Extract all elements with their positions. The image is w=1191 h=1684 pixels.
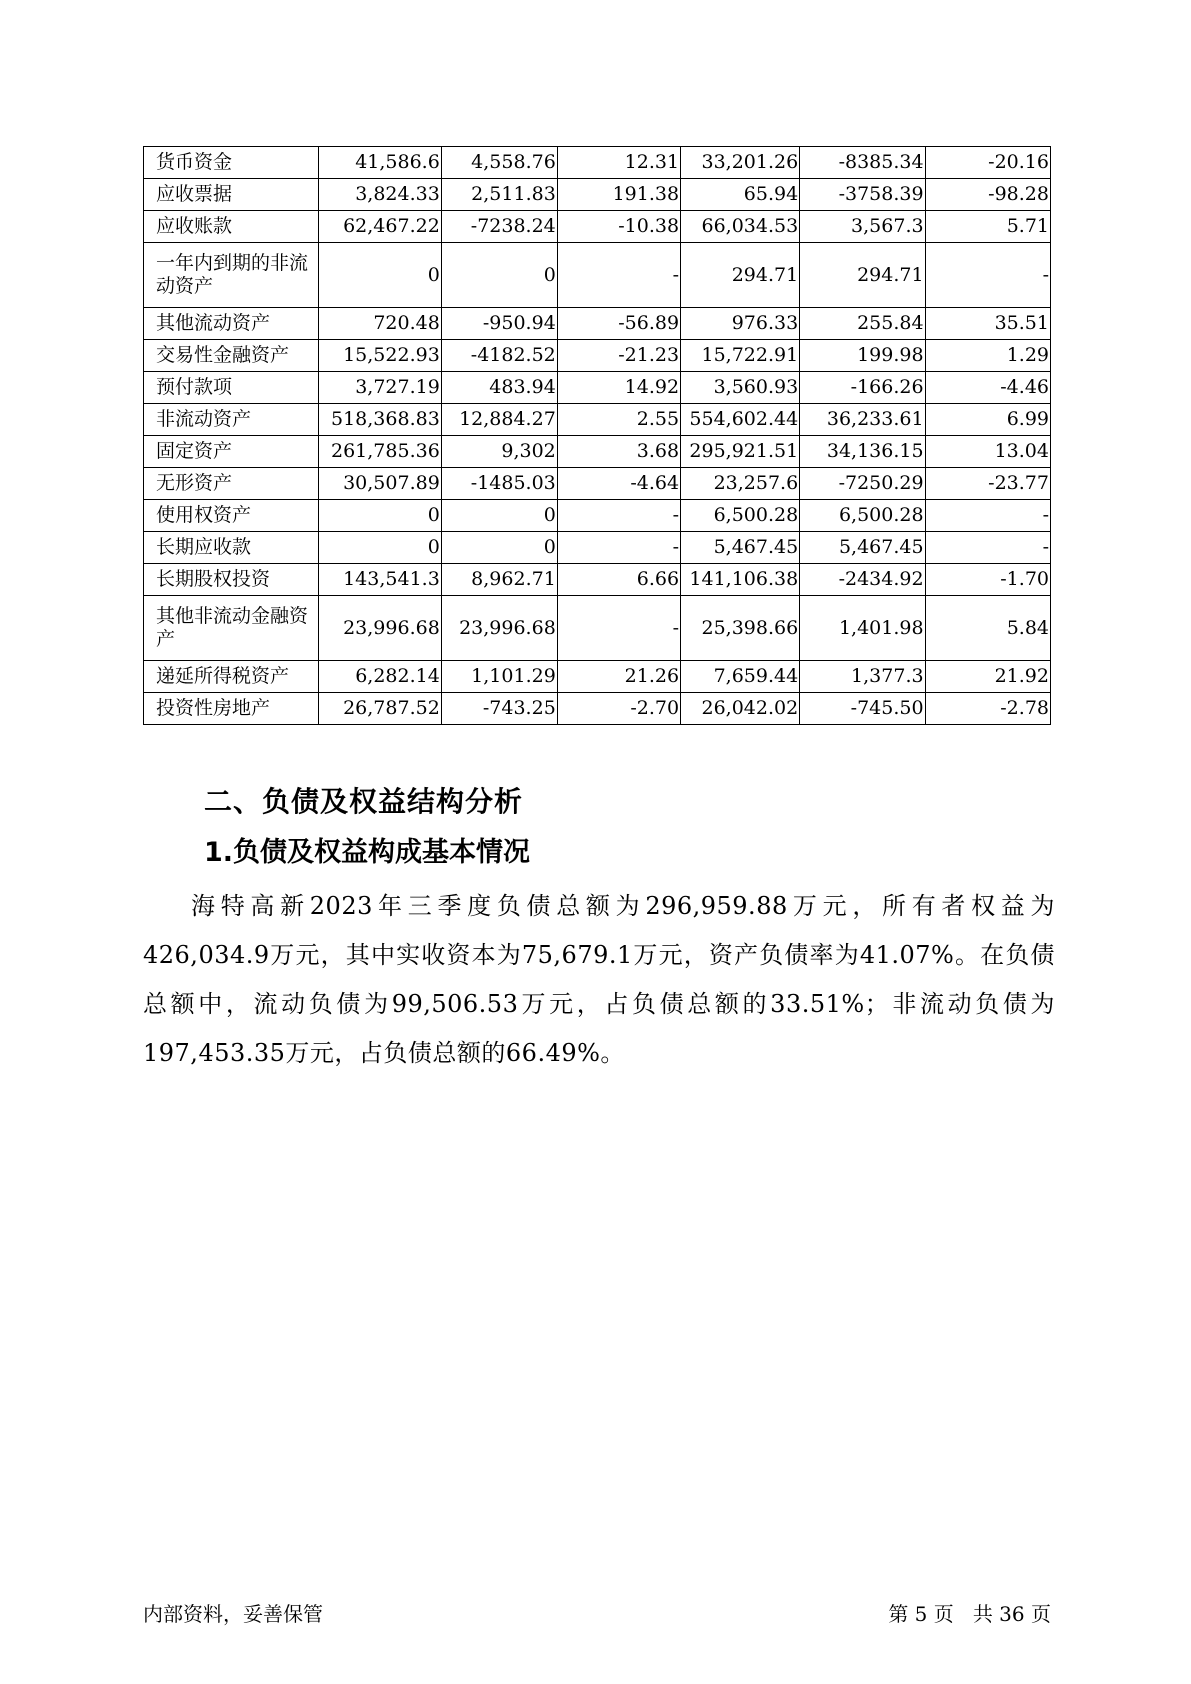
table-cell-col-4: 25,398.66 — [681, 596, 800, 661]
table-row — [144, 404, 1051, 436]
table-cell-col-1: 15,522.93 — [318, 340, 441, 372]
table-cell-col-6: -20.16 — [925, 147, 1050, 179]
table-cell-col-4: 7,659.44 — [681, 661, 800, 693]
table-cell-col-1: 62,467.22 — [318, 211, 441, 243]
row-label: 应收账款 — [144, 211, 319, 243]
subsection-heading: 1.负债及权益构成基本情况 — [204, 837, 531, 868]
table-cell-col-2: -7238.24 — [441, 211, 557, 243]
table-cell-col-4: 554,602.44 — [681, 404, 800, 436]
table-cell-col-5: -3758.39 — [800, 179, 925, 211]
table-cell-col-3: 3.68 — [557, 436, 680, 468]
table-row — [144, 372, 1051, 404]
row-label: 交易性金融资产 — [144, 340, 319, 372]
table-cell-col-6: -4.46 — [925, 372, 1050, 404]
table-cell-col-4: 3,560.93 — [681, 372, 800, 404]
table-cell-col-6: 5.71 — [925, 211, 1050, 243]
table-cell-col-1: 0 — [318, 243, 441, 308]
table-row — [144, 500, 1051, 532]
table-cell-col-1: 26,787.52 — [318, 693, 441, 725]
table-row — [144, 693, 1051, 725]
row-label: 递延所得税资产 — [144, 661, 319, 693]
table-cell-col-6: 13.04 — [925, 436, 1050, 468]
table-cell-col-5: 34,136.15 — [800, 436, 925, 468]
table-row — [144, 532, 1051, 564]
table-cell-col-6: - — [925, 243, 1050, 308]
table-cell-col-3: - — [557, 243, 680, 308]
table-cell-col-1: 30,507.89 — [318, 468, 441, 500]
table-cell-col-5: 6,500.28 — [800, 500, 925, 532]
table-cell-col-3: 191.38 — [557, 179, 680, 211]
table-cell-col-4: 33,201.26 — [681, 147, 800, 179]
table-cell-col-1: 261,785.36 — [318, 436, 441, 468]
table-cell-col-6: -23.77 — [925, 468, 1050, 500]
table-cell-col-4: 976.33 — [681, 308, 800, 340]
table-cell-col-4: 6,500.28 — [681, 500, 800, 532]
footer-page-number: 第 5 页 共 36 页 — [888, 1602, 1051, 1626]
footer-confidential-note: 内部资料，妥善保管 — [143, 1602, 323, 1626]
table-cell-col-1: 720.48 — [318, 308, 441, 340]
table-cell-col-6: - — [925, 500, 1050, 532]
table-cell-col-1: 6,282.14 — [318, 661, 441, 693]
table-cell-col-6: - — [925, 532, 1050, 564]
table-cell-col-2: 12,884.27 — [441, 404, 557, 436]
table-cell-col-2: -4182.52 — [441, 340, 557, 372]
table-cell-col-2: -950.94 — [441, 308, 557, 340]
table-cell-col-6: -2.78 — [925, 693, 1050, 725]
table-cell-col-3: - — [557, 500, 680, 532]
table-cell-col-3: -56.89 — [557, 308, 680, 340]
table-cell-col-6: 21.92 — [925, 661, 1050, 693]
table-cell-col-3: 2.55 — [557, 404, 680, 436]
table-row — [144, 596, 1051, 661]
row-label: 使用权资产 — [144, 500, 319, 532]
row-label: 其他非流动金融资产 — [144, 596, 319, 661]
table-cell-col-3: -10.38 — [557, 211, 680, 243]
row-label: 固定资产 — [144, 436, 319, 468]
table-cell-col-5: 199.98 — [800, 340, 925, 372]
table-cell-col-4: 294.71 — [681, 243, 800, 308]
table-cell-col-2: 483.94 — [441, 372, 557, 404]
table-cell-col-3: 21.26 — [557, 661, 680, 693]
table-cell-col-2: -1485.03 — [441, 468, 557, 500]
table-cell-col-1: 143,541.3 — [318, 564, 441, 596]
row-label: 投资性房地产 — [144, 693, 319, 725]
table-cell-col-4: 141,106.38 — [681, 564, 800, 596]
table-cell-col-5: 255.84 — [800, 308, 925, 340]
table-cell-col-6: 6.99 — [925, 404, 1050, 436]
table-cell-col-4: 23,257.6 — [681, 468, 800, 500]
table-cell-col-3: - — [557, 532, 680, 564]
table-cell-col-6: 35.51 — [925, 308, 1050, 340]
table-cell-col-4: 26,042.02 — [681, 693, 800, 725]
table-cell-col-5: -8385.34 — [800, 147, 925, 179]
table-cell-col-5: 36,233.61 — [800, 404, 925, 436]
table-cell-col-4: 5,467.45 — [681, 532, 800, 564]
table-cell-col-1: 23,996.68 — [318, 596, 441, 661]
table-cell-col-3: - — [557, 596, 680, 661]
table-cell-col-5: -7250.29 — [800, 468, 925, 500]
table-row — [144, 211, 1051, 243]
table-cell-col-2: 8,962.71 — [441, 564, 557, 596]
table-cell-col-1: 3,727.19 — [318, 372, 441, 404]
table-cell-col-4: 295,921.51 — [681, 436, 800, 468]
table-row — [144, 179, 1051, 211]
section-heading: 二、负债及权益结构分析 — [204, 785, 524, 818]
table-cell-col-3: 12.31 — [557, 147, 680, 179]
row-label: 一年内到期的非流动资产 — [144, 243, 319, 308]
row-label: 应收票据 — [144, 179, 319, 211]
table-cell-col-5: -745.50 — [800, 693, 925, 725]
table-cell-col-2: 4,558.76 — [441, 147, 557, 179]
table-cell-col-6: 5.84 — [925, 596, 1050, 661]
table-cell-col-1: 3,824.33 — [318, 179, 441, 211]
row-label: 长期股权投资 — [144, 564, 319, 596]
table-cell-col-2: 23,996.68 — [441, 596, 557, 661]
table-row — [144, 564, 1051, 596]
table-row — [144, 340, 1051, 372]
table-cell-col-4: 15,722.91 — [681, 340, 800, 372]
table-cell-col-1: 41,586.6 — [318, 147, 441, 179]
asset-change-table — [143, 146, 1051, 725]
table-cell-col-2: -743.25 — [441, 693, 557, 725]
table-cell-col-5: 5,467.45 — [800, 532, 925, 564]
table-row — [144, 468, 1051, 500]
table-row — [144, 243, 1051, 308]
table-row — [144, 308, 1051, 340]
table-cell-col-1: 0 — [318, 500, 441, 532]
table-cell-col-5: -166.26 — [800, 372, 925, 404]
table-cell-col-3: -21.23 — [557, 340, 680, 372]
row-label: 货币资金 — [144, 147, 319, 179]
table-cell-col-2: 9,302 — [441, 436, 557, 468]
table-cell-col-1: 0 — [318, 532, 441, 564]
table-cell-col-3: -4.64 — [557, 468, 680, 500]
table-cell-col-2: 0 — [441, 243, 557, 308]
table-cell-col-4: 65.94 — [681, 179, 800, 211]
row-label: 无形资产 — [144, 468, 319, 500]
row-label: 非流动资产 — [144, 404, 319, 436]
table-row — [144, 661, 1051, 693]
table-row — [144, 147, 1051, 179]
table-cell-col-5: -2434.92 — [800, 564, 925, 596]
table-cell-col-4: 66,034.53 — [681, 211, 800, 243]
table-cell-col-5: 294.71 — [800, 243, 925, 308]
table-cell-col-2: 0 — [441, 532, 557, 564]
table-cell-col-6: 1.29 — [925, 340, 1050, 372]
table-cell-col-3: 6.66 — [557, 564, 680, 596]
table-cell-col-2: 2,511.83 — [441, 179, 557, 211]
row-label: 长期应收款 — [144, 532, 319, 564]
table-cell-col-6: -98.28 — [925, 179, 1050, 211]
row-label: 其他流动资产 — [144, 308, 319, 340]
body-paragraph: 海特高新2023年三季度负债总额为296,959.88万元，所有者权益为426,034.9万元，其中实收资本为75,679.1万元，资产负债率为41.07%。在负债总额中，流动负债为99,506.53万元，占负债总额的33.51%；非流动负债为197,453.35万元，占负债总额的66.49%。 — [143, 892, 1055, 1067]
table-cell-col-5: 3,567.3 — [800, 211, 925, 243]
table-cell-col-2: 1,101.29 — [441, 661, 557, 693]
table-cell-col-3: 14.92 — [557, 372, 680, 404]
row-label: 预付款项 — [144, 372, 319, 404]
table-row — [144, 436, 1051, 468]
table-cell-col-3: -2.70 — [557, 693, 680, 725]
table-cell-col-6: -1.70 — [925, 564, 1050, 596]
table-cell-col-2: 0 — [441, 500, 557, 532]
table-cell-col-1: 518,368.83 — [318, 404, 441, 436]
table-cell-col-5: 1,377.3 — [800, 661, 925, 693]
table-cell-col-5: 1,401.98 — [800, 596, 925, 661]
